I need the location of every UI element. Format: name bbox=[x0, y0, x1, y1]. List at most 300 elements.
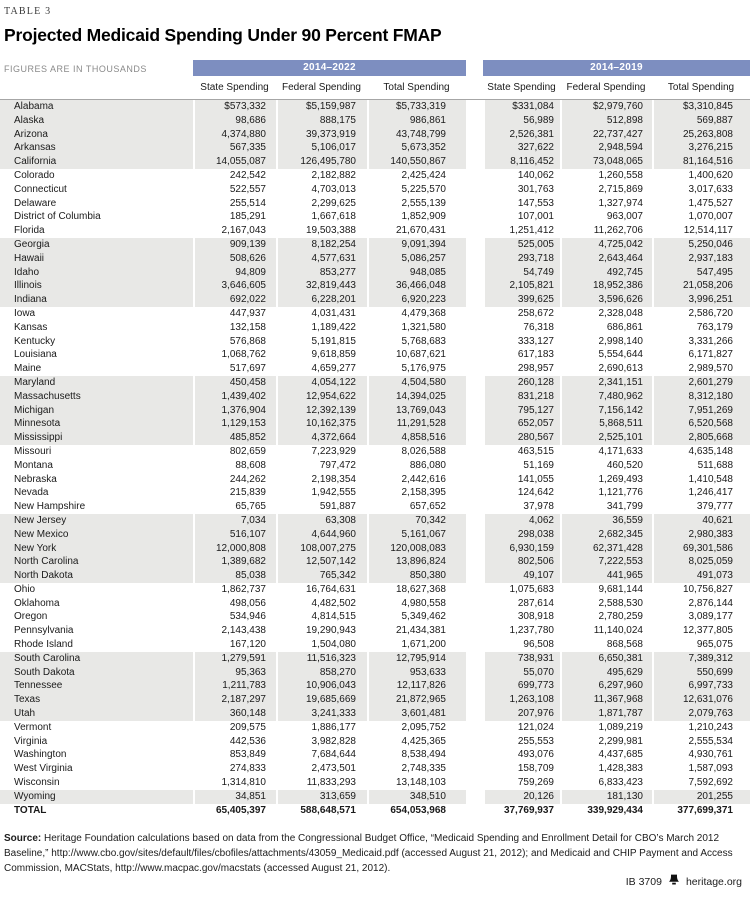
federal-spending-2022-cell: 4,659,277 bbox=[276, 362, 367, 376]
state-spending-2019-cell: 301,763 bbox=[483, 183, 560, 197]
federal-spending-2022-cell: 1,189,422 bbox=[276, 321, 367, 335]
total-spending-2022-cell: 5,768,683 bbox=[367, 335, 466, 349]
total-spending-2019-cell: 1,070,007 bbox=[652, 210, 750, 224]
table-row bbox=[0, 790, 750, 804]
state-name: Delaware bbox=[14, 197, 57, 209]
state-spending-2022-cell: 853,849 bbox=[193, 748, 276, 762]
federal-spending-2022-cell: 12,392,139 bbox=[276, 404, 367, 418]
state-name: Wyoming bbox=[0, 790, 193, 804]
source-label: Source: bbox=[4, 833, 42, 845]
federal-spending-2019-cell: 11,262,706 bbox=[560, 224, 652, 238]
column-group-gap bbox=[466, 638, 483, 652]
source-note bbox=[4, 831, 734, 876]
column-group-gap bbox=[466, 528, 483, 542]
federal-spending-2022-cell: 4,644,960 bbox=[276, 528, 367, 542]
column-group-gap bbox=[466, 583, 483, 597]
total-spending-2019-cell: 2,980,383 bbox=[652, 528, 750, 542]
column-group-gap bbox=[466, 141, 483, 155]
state-name: Tennessee bbox=[0, 679, 193, 693]
state-name: District of Columbia bbox=[14, 211, 101, 223]
total-spending-2019-cell: 379,777 bbox=[652, 500, 750, 514]
table-row bbox=[0, 486, 750, 500]
state-spending-2022-cell: 1,129,153 bbox=[193, 417, 276, 431]
column-group-gap bbox=[466, 390, 483, 404]
total-cell: 377,699,371 bbox=[652, 804, 750, 818]
total-spending-2019-cell: 3,996,251 bbox=[652, 293, 750, 307]
column-group-gap bbox=[466, 210, 483, 224]
group-header-2014-2019: 2014–2019 bbox=[483, 60, 750, 76]
federal-spending-2022-cell: 4,372,664 bbox=[276, 431, 367, 445]
state-spending-2022-cell: 576,868 bbox=[193, 335, 276, 349]
column-group-gap bbox=[466, 404, 483, 418]
column-group-gap bbox=[466, 514, 483, 528]
total-spending-2019-cell: 25,263,808 bbox=[652, 128, 750, 142]
federal-spending-2019-cell: 6,833,423 bbox=[560, 776, 652, 790]
column-group-gap bbox=[466, 100, 483, 114]
state-spending-2022-cell: 517,697 bbox=[193, 362, 276, 376]
federal-spending-2022-cell: 7,684,644 bbox=[276, 748, 367, 762]
total-spending-2022-cell: 4,504,580 bbox=[367, 376, 466, 390]
table-row bbox=[0, 197, 750, 211]
column-group-gap bbox=[466, 321, 483, 335]
total-spending-2022-cell: 12,117,826 bbox=[367, 679, 466, 693]
federal-spending-2019-cell: 62,371,428 bbox=[560, 542, 652, 556]
state-spending-2019-cell: 141,055 bbox=[483, 473, 560, 487]
total-cell: 654,053,968 bbox=[367, 804, 466, 818]
state-spending-2022-cell: 88,608 bbox=[193, 459, 276, 473]
group-header-row bbox=[0, 60, 750, 76]
federal-spending-2019-cell: 36,559 bbox=[560, 514, 652, 528]
total-spending-2022-cell: 5,673,352 bbox=[367, 141, 466, 155]
state-spending-2022-cell: 1,068,762 bbox=[193, 348, 276, 362]
total-spending-2022-cell: 21,670,431 bbox=[367, 224, 466, 238]
state-spending-2022-cell: 447,937 bbox=[193, 307, 276, 321]
state-spending-2019-cell: 2,105,821 bbox=[483, 279, 560, 293]
table-label: TABLE 3 bbox=[4, 6, 52, 17]
column-group-gap bbox=[466, 610, 483, 624]
state-spending-2019-cell: 54,749 bbox=[483, 266, 560, 280]
federal-spending-2022-cell: 2,182,882 bbox=[276, 169, 367, 183]
column-group-gap bbox=[466, 542, 483, 556]
column-group-gap bbox=[466, 279, 483, 293]
total-spending-2022-cell: 8,026,588 bbox=[367, 445, 466, 459]
total-cell: 588,648,571 bbox=[276, 804, 367, 818]
total-spending-2022-cell: 12,795,914 bbox=[367, 652, 466, 666]
total-spending-2019-cell: 5,250,046 bbox=[652, 238, 750, 252]
total-spending-2019-cell: 1,475,527 bbox=[652, 197, 750, 211]
table-row bbox=[0, 514, 750, 528]
group-header-2014-2022: 2014–2022 bbox=[193, 60, 466, 76]
total-spending-2019-cell: 511,688 bbox=[652, 459, 750, 473]
state-name: Hawaii bbox=[0, 252, 193, 266]
total-spending-2019-cell: $3,310,845 bbox=[652, 100, 750, 114]
state-spending-2019-cell: 147,553 bbox=[483, 197, 560, 211]
state-spending-2022-cell: 508,626 bbox=[193, 252, 276, 266]
total-spending-2022-cell: 8,538,494 bbox=[367, 748, 466, 762]
column-group-gap bbox=[466, 362, 483, 376]
state-spending-2022-cell: 209,575 bbox=[193, 721, 276, 735]
state-spending-2019-cell: 831,218 bbox=[483, 390, 560, 404]
total-spending-2022-cell: 6,920,223 bbox=[367, 293, 466, 307]
table-row bbox=[0, 666, 750, 680]
state-spending-2019-cell: 699,773 bbox=[483, 679, 560, 693]
total-spending-2019-cell: 1,410,548 bbox=[652, 473, 750, 487]
total-spending-2022-cell: 120,008,083 bbox=[367, 542, 466, 556]
column-group-gap bbox=[466, 569, 483, 583]
total-cell: 339,929,434 bbox=[560, 804, 652, 818]
column-group-gap bbox=[466, 293, 483, 307]
total-spending-2019-cell: 2,876,144 bbox=[652, 597, 750, 611]
federal-spending-2019-cell: 963,007 bbox=[560, 210, 652, 224]
state-spending-2019-cell: 56,989 bbox=[483, 114, 560, 128]
table-row bbox=[0, 362, 750, 376]
table-row bbox=[0, 376, 750, 390]
state-name: Ohio bbox=[14, 583, 36, 595]
state-spending-2022-cell: 1,439,402 bbox=[193, 390, 276, 404]
state-spending-2019-cell: 1,263,108 bbox=[483, 693, 560, 707]
table-row bbox=[0, 500, 750, 514]
table-row bbox=[0, 583, 750, 597]
total-row-label: TOTAL bbox=[14, 804, 47, 816]
federal-spending-2019-cell: 7,222,553 bbox=[560, 555, 652, 569]
state-spending-2022-cell: 215,839 bbox=[193, 486, 276, 500]
state-spending-2019-cell: 652,057 bbox=[483, 417, 560, 431]
source-text: Heritage Foundation calculations based on data from the Congressional Budget Office, “Medicaid Spending and Enrollment Detail for CBO’s March 2012 Baseline,” http://www.cbo.gov/sites/default/files/cbofiles/attachments/43059_Medicaid.pdf (accessed August 21, 2012); and Medicaid and CHIP Payment and Access Commission, MACStats, http://www.macpac.gov/macstats (accessed August 21, 2012). bbox=[4, 833, 733, 875]
column-header-federal-spending-2019: Federal Spending bbox=[566, 82, 646, 93]
state-name: Arizona bbox=[0, 128, 193, 142]
total-spending-2019-cell: 3,331,266 bbox=[652, 335, 750, 349]
total-cell: 37,769,937 bbox=[483, 804, 560, 818]
table-row bbox=[0, 569, 750, 583]
state-name: South Dakota bbox=[0, 666, 193, 680]
federal-spending-2019-cell: 460,520 bbox=[560, 459, 652, 473]
total-spending-2022-cell: 348,510 bbox=[367, 790, 466, 804]
federal-spending-2019-cell: 2,341,151 bbox=[560, 376, 652, 390]
table-row bbox=[0, 528, 750, 542]
state-name: Missouri bbox=[14, 445, 52, 457]
table-row bbox=[0, 321, 750, 335]
table-row bbox=[0, 210, 750, 224]
state-name: Texas bbox=[0, 693, 193, 707]
state-spending-2022-cell: 2,187,297 bbox=[193, 693, 276, 707]
total-spending-2019-cell: 12,514,117 bbox=[652, 224, 750, 238]
state-spending-2019-cell: 293,718 bbox=[483, 252, 560, 266]
column-group-gap bbox=[466, 128, 483, 142]
total-spending-2019-cell: 965,075 bbox=[652, 638, 750, 652]
doc-id: IB 3709 bbox=[625, 875, 662, 888]
liberty-bell-icon bbox=[668, 874, 680, 889]
column-group-gap bbox=[466, 224, 483, 238]
federal-spending-2019-cell: $2,979,760 bbox=[560, 100, 652, 114]
state-spending-2019-cell: 107,001 bbox=[483, 210, 560, 224]
federal-spending-2019-cell: 341,799 bbox=[560, 500, 652, 514]
federal-spending-2019-cell: 2,328,048 bbox=[560, 307, 652, 321]
table-row bbox=[0, 404, 750, 418]
table-row bbox=[0, 293, 750, 307]
column-group-gap bbox=[466, 197, 483, 211]
state-spending-2019-cell: 795,127 bbox=[483, 404, 560, 418]
total-spending-2022-cell: 21,434,381 bbox=[367, 624, 466, 638]
table-row bbox=[0, 459, 750, 473]
federal-spending-2022-cell: 19,503,388 bbox=[276, 224, 367, 238]
column-group-gap bbox=[466, 445, 483, 459]
total-spending-2022-cell: 5,349,462 bbox=[367, 610, 466, 624]
table-row bbox=[0, 693, 750, 707]
state-spending-2022-cell: 534,946 bbox=[193, 610, 276, 624]
table-row bbox=[0, 417, 750, 431]
state-spending-2019-cell: 308,918 bbox=[483, 610, 560, 624]
column-group-gap bbox=[466, 776, 483, 790]
federal-spending-2022-cell: 591,887 bbox=[276, 500, 367, 514]
state-name: Montana bbox=[14, 459, 53, 471]
column-group-gap bbox=[466, 721, 483, 735]
table-row bbox=[0, 390, 750, 404]
state-spending-2019-cell: 399,625 bbox=[483, 293, 560, 307]
federal-spending-2022-cell: 858,270 bbox=[276, 666, 367, 680]
total-spending-2019-cell: 2,601,279 bbox=[652, 376, 750, 390]
state-spending-2019-cell: 298,038 bbox=[483, 528, 560, 542]
state-name: Illinois bbox=[0, 279, 193, 293]
state-name: Maine bbox=[14, 363, 42, 375]
total-spending-2022-cell: 18,627,368 bbox=[367, 583, 466, 597]
total-spending-2019-cell: 2,079,763 bbox=[652, 707, 750, 721]
state-name: New York bbox=[0, 542, 193, 556]
federal-spending-2022-cell: 39,373,919 bbox=[276, 128, 367, 142]
federal-spending-2022-cell: 1,504,080 bbox=[276, 638, 367, 652]
total-spending-2022-cell: 657,652 bbox=[367, 500, 466, 514]
state-spending-2022-cell: 692,022 bbox=[193, 293, 276, 307]
state-name: South Carolina bbox=[0, 652, 193, 666]
table-row bbox=[0, 169, 750, 183]
federal-spending-2022-cell: 19,290,943 bbox=[276, 624, 367, 638]
table-body bbox=[0, 100, 750, 804]
total-spending-2022-cell: 5,176,975 bbox=[367, 362, 466, 376]
federal-spending-2019-cell: 492,745 bbox=[560, 266, 652, 280]
table-row bbox=[0, 624, 750, 638]
table-row bbox=[0, 748, 750, 762]
total-spending-2022-cell: 5,161,067 bbox=[367, 528, 466, 542]
table-row bbox=[0, 141, 750, 155]
column-group-gap bbox=[466, 804, 483, 818]
state-spending-2022-cell: 1,314,810 bbox=[193, 776, 276, 790]
total-spending-2022-cell: 1,321,580 bbox=[367, 321, 466, 335]
state-spending-2019-cell: 37,978 bbox=[483, 500, 560, 514]
federal-spending-2022-cell: 8,182,254 bbox=[276, 238, 367, 252]
federal-spending-2019-cell: 1,260,558 bbox=[560, 169, 652, 183]
total-spending-2019-cell: 6,171,827 bbox=[652, 348, 750, 362]
total-spending-2022-cell: 13,769,043 bbox=[367, 404, 466, 418]
state-spending-2022-cell: 522,557 bbox=[193, 183, 276, 197]
federal-spending-2022-cell: 5,191,815 bbox=[276, 335, 367, 349]
total-spending-2019-cell: 201,255 bbox=[652, 790, 750, 804]
state-name: Arkansas bbox=[0, 141, 193, 155]
column-group-gap bbox=[466, 748, 483, 762]
state-spending-2019-cell: 158,709 bbox=[483, 762, 560, 776]
state-spending-2019-cell: 463,515 bbox=[483, 445, 560, 459]
total-spending-2019-cell: 2,989,570 bbox=[652, 362, 750, 376]
federal-spending-2019-cell: 6,650,381 bbox=[560, 652, 652, 666]
state-spending-2022-cell: 1,279,591 bbox=[193, 652, 276, 666]
total-spending-2022-cell: 2,555,139 bbox=[367, 197, 466, 211]
state-name: Idaho bbox=[0, 266, 193, 280]
state-spending-2019-cell: 76,318 bbox=[483, 321, 560, 335]
site-name: heritage.org bbox=[685, 875, 742, 888]
federal-spending-2022-cell: 4,482,502 bbox=[276, 597, 367, 611]
total-spending-2022-cell: 5,086,257 bbox=[367, 252, 466, 266]
federal-spending-2019-cell: 2,299,981 bbox=[560, 735, 652, 749]
federal-spending-2019-cell: 1,428,383 bbox=[560, 762, 652, 776]
column-group-gap bbox=[466, 307, 483, 321]
state-spending-2022-cell: 3,646,605 bbox=[193, 279, 276, 293]
federal-spending-2022-cell: 2,473,501 bbox=[276, 762, 367, 776]
total-spending-2022-cell: 948,085 bbox=[367, 266, 466, 280]
table-row bbox=[0, 266, 750, 280]
state-name: Minnesota bbox=[0, 417, 193, 431]
federal-spending-2022-cell: 1,942,555 bbox=[276, 486, 367, 500]
total-spending-2019-cell: 4,930,761 bbox=[652, 748, 750, 762]
state-spending-2022-cell: 65,765 bbox=[193, 500, 276, 514]
federal-spending-2022-cell: $5,159,987 bbox=[276, 100, 367, 114]
table-row bbox=[0, 279, 750, 293]
total-spending-2019-cell: 547,495 bbox=[652, 266, 750, 280]
federal-spending-2019-cell: 181,130 bbox=[560, 790, 652, 804]
federal-spending-2019-cell: 4,437,685 bbox=[560, 748, 652, 762]
federal-spending-2022-cell: 2,299,625 bbox=[276, 197, 367, 211]
column-group-gap bbox=[466, 597, 483, 611]
column-group-gap bbox=[466, 417, 483, 431]
state-name: California bbox=[0, 155, 193, 169]
column-group-gap bbox=[466, 666, 483, 680]
federal-spending-2022-cell: 12,507,142 bbox=[276, 555, 367, 569]
total-spending-2019-cell: 40,621 bbox=[652, 514, 750, 528]
column-group-gap bbox=[466, 348, 483, 362]
total-row bbox=[0, 804, 750, 818]
state-spending-2022-cell: 244,262 bbox=[193, 473, 276, 487]
state-name: Alabama bbox=[0, 100, 193, 114]
state-spending-2022-cell: 442,536 bbox=[193, 735, 276, 749]
total-spending-2022-cell: 2,442,616 bbox=[367, 473, 466, 487]
federal-spending-2022-cell: 9,618,859 bbox=[276, 348, 367, 362]
column-group-gap bbox=[466, 790, 483, 804]
state-spending-2019-cell: 333,127 bbox=[483, 335, 560, 349]
total-spending-2022-cell: 13,148,103 bbox=[367, 776, 466, 790]
column-group-gap bbox=[466, 693, 483, 707]
state-spending-2019-cell: 260,128 bbox=[483, 376, 560, 390]
federal-spending-2022-cell: 3,982,828 bbox=[276, 735, 367, 749]
total-spending-2019-cell: 3,017,633 bbox=[652, 183, 750, 197]
state-spending-2019-cell: 4,062 bbox=[483, 514, 560, 528]
table-row bbox=[0, 307, 750, 321]
federal-spending-2022-cell: 4,031,431 bbox=[276, 307, 367, 321]
total-spending-2019-cell: 3,276,215 bbox=[652, 141, 750, 155]
state-name: Maryland bbox=[0, 376, 193, 390]
federal-spending-2019-cell: 7,156,142 bbox=[560, 404, 652, 418]
state-spending-2022-cell: 95,363 bbox=[193, 666, 276, 680]
federal-spending-2019-cell: 2,643,464 bbox=[560, 252, 652, 266]
total-spending-2022-cell: 986,861 bbox=[367, 114, 466, 128]
state-spending-2019-cell: 124,642 bbox=[483, 486, 560, 500]
federal-spending-2022-cell: 4,814,515 bbox=[276, 610, 367, 624]
state-spending-2022-cell: 255,514 bbox=[193, 197, 276, 211]
table-row bbox=[0, 638, 750, 652]
table-row bbox=[0, 100, 750, 114]
state-spending-2019-cell: 280,567 bbox=[483, 431, 560, 445]
state-spending-2019-cell: 140,062 bbox=[483, 169, 560, 183]
state-spending-2022-cell: 85,038 bbox=[193, 569, 276, 583]
column-group-gap bbox=[466, 155, 483, 169]
federal-spending-2019-cell: 1,269,493 bbox=[560, 473, 652, 487]
total-spending-2019-cell: 81,164,516 bbox=[652, 155, 750, 169]
state-name: Connecticut bbox=[14, 183, 67, 195]
table-row bbox=[0, 735, 750, 749]
table-row bbox=[0, 776, 750, 790]
total-spending-2019-cell: 8,312,180 bbox=[652, 390, 750, 404]
state-spending-2019-cell: 2,526,381 bbox=[483, 128, 560, 142]
total-spending-2022-cell: 36,466,048 bbox=[367, 279, 466, 293]
state-spending-2019-cell: 493,076 bbox=[483, 748, 560, 762]
federal-spending-2022-cell: 7,223,929 bbox=[276, 445, 367, 459]
state-name: Virginia bbox=[14, 735, 48, 747]
state-name: Utah bbox=[0, 707, 193, 721]
federal-spending-2022-cell: 63,308 bbox=[276, 514, 367, 528]
column-header-state-spending-2022: State Spending bbox=[200, 82, 269, 93]
state-spending-2019-cell: 287,614 bbox=[483, 597, 560, 611]
state-name: New Mexico bbox=[0, 528, 193, 542]
table-row bbox=[0, 679, 750, 693]
federal-spending-2019-cell: 2,715,869 bbox=[560, 183, 652, 197]
table-row bbox=[0, 114, 750, 128]
state-name: North Dakota bbox=[0, 569, 193, 583]
federal-spending-2022-cell: 853,277 bbox=[276, 266, 367, 280]
total-spending-2019-cell: 6,997,733 bbox=[652, 679, 750, 693]
column-group-gap bbox=[466, 473, 483, 487]
federal-spending-2019-cell: 686,861 bbox=[560, 321, 652, 335]
column-group-gap bbox=[466, 252, 483, 266]
state-spending-2022-cell: 1,389,682 bbox=[193, 555, 276, 569]
state-spending-2019-cell: 327,622 bbox=[483, 141, 560, 155]
federal-spending-2022-cell: 6,228,201 bbox=[276, 293, 367, 307]
federal-spending-2019-cell: 5,868,511 bbox=[560, 417, 652, 431]
state-spending-2022-cell: 1,376,904 bbox=[193, 404, 276, 418]
federal-spending-2019-cell: 3,596,626 bbox=[560, 293, 652, 307]
column-group-gap bbox=[466, 679, 483, 693]
column-group-gap bbox=[466, 762, 483, 776]
total-spending-2022-cell: 13,896,824 bbox=[367, 555, 466, 569]
state-spending-2022-cell: 2,143,438 bbox=[193, 624, 276, 638]
total-spending-2022-cell: 43,748,799 bbox=[367, 128, 466, 142]
column-group-gap bbox=[466, 555, 483, 569]
state-name: Florida bbox=[14, 225, 45, 237]
state-spending-2022-cell: 4,374,880 bbox=[193, 128, 276, 142]
state-name: Kansas bbox=[14, 321, 48, 333]
state-name: Oregon bbox=[14, 611, 48, 623]
total-spending-2019-cell: 12,377,805 bbox=[652, 624, 750, 638]
state-name: New Hampshire bbox=[14, 501, 86, 513]
federal-spending-2019-cell: 9,681,144 bbox=[560, 583, 652, 597]
table-row bbox=[0, 335, 750, 349]
column-group-gap bbox=[466, 624, 483, 638]
state-spending-2022-cell: 498,056 bbox=[193, 597, 276, 611]
column-header-federal-spending-2022: Federal Spending bbox=[282, 82, 361, 93]
state-spending-2022-cell: 12,000,808 bbox=[193, 542, 276, 556]
total-spending-2022-cell: 10,687,621 bbox=[367, 348, 466, 362]
total-spending-2022-cell: 70,342 bbox=[367, 514, 466, 528]
total-spending-2022-cell: 886,080 bbox=[367, 459, 466, 473]
state-spending-2019-cell: 8,116,452 bbox=[483, 155, 560, 169]
total-spending-2022-cell: 850,380 bbox=[367, 569, 466, 583]
federal-spending-2022-cell: 108,007,275 bbox=[276, 542, 367, 556]
total-spending-2022-cell: 2,158,395 bbox=[367, 486, 466, 500]
